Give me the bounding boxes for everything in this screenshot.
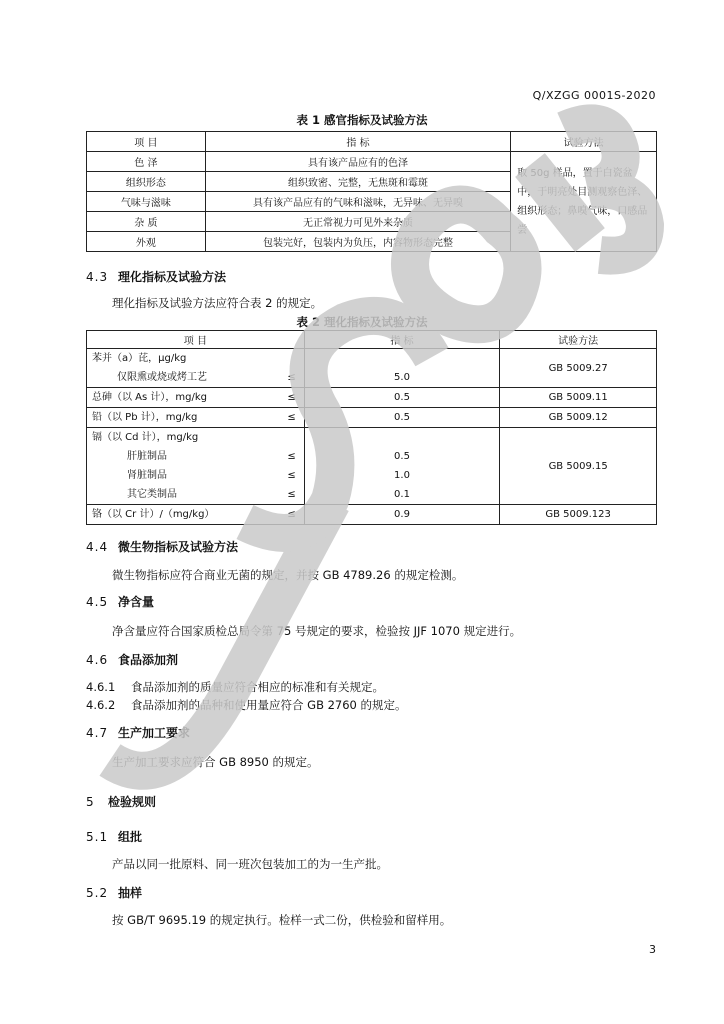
page-number: 3 [649,943,656,956]
section-title: 检验规则 [108,795,157,809]
header-item: 项 目 [87,331,305,349]
row-item: 杂 质 [87,212,206,232]
item-sublabel: 肾脏制品 [127,470,167,481]
less-equal-sign: ≤ [287,470,296,481]
clause-text: 食品添加剂的质量应符合相应的标准和有关规定。 [131,680,384,694]
section-5-2-heading [86,884,142,901]
row-method: GB 5009.15 [500,428,657,505]
header-index: 指 标 [304,331,500,349]
less-equal-sign: ≤ [287,372,296,383]
section-number: 5 [86,795,95,809]
section-title: 净含量 [118,595,155,609]
row-item [87,428,305,505]
section-title: 组批 [118,830,143,844]
row-value: 0.5 [304,408,500,428]
section-number: 4.4 [86,540,109,554]
item-label: 铬（以 Cr 计）/（mg/kg） [92,509,215,520]
section-number: 4.3 [86,270,109,284]
row-item: 组织形态 [87,172,206,192]
section-title: 微生物指标及试验方法 [118,540,239,554]
section-number: 5.2 [86,886,109,900]
less-equal-sign: ≤ [287,451,296,462]
row-item: 外观 [87,232,206,252]
section-title: 理化指标及试验方法 [118,270,227,284]
section-number: 4.6 [86,653,109,667]
value: 0.5 [394,451,410,462]
section-4-4-heading [86,538,238,555]
header-method: 试验方法 [511,132,657,152]
section-4-4-text: 微生物指标应符合商业无菌的规定，并按 GB 4789.26 的规定检测。 [112,568,464,582]
physicochemical-table [86,330,657,525]
less-equal-sign: ≤ [287,392,296,403]
less-equal-sign: ≤ [287,412,296,423]
row-method: GB 5009.27 [500,349,657,388]
table-row [87,388,657,408]
row-item: 气味与滋味 [87,192,206,212]
item-sublabel: 其它类制品 [127,489,177,500]
clause-4-6-2 [86,697,407,713]
row-value [304,349,500,388]
clause-number: 4.6.2 [86,698,116,712]
section-number: 5.1 [86,830,109,844]
row-method: GB 5009.12 [500,408,657,428]
item-label: 总砷（以 As 计），mg/kg [92,392,208,403]
standard-number: Q/XZGG 0001S-2020 [532,89,656,102]
row-value [304,428,500,505]
section-title: 抽样 [118,886,143,900]
test-method-cell: 取 50g 样品，置于白瓷盆中，于明亮处目测观察色泽、组织形态；鼻嗅气味，口感品尝 [511,152,657,252]
value: 1.0 [394,470,410,481]
section-4-5-text: 净含量应符合国家质检总局令第 75 号规定的要求，检验按 JJF 1070 规定进行。 [112,624,522,638]
row-index: 具有该产品应有的色泽 [205,152,510,172]
row-item [87,505,305,525]
row-index: 无正常视力可见外来杂质 [205,212,510,232]
section-4-7-text: 生产加工要求应符合 GB 8950 的规定。 [112,755,319,769]
section-title: 食品添加剂 [118,653,179,667]
row-method: GB 5009.11 [500,388,657,408]
row-item [87,388,305,408]
row-method: GB 5009.123 [500,505,657,525]
row-item [87,349,305,388]
section-5-1-heading [86,828,142,845]
section-4-3-heading [86,268,226,285]
item-label: 镉（以 Cd 计），mg/kg [92,432,199,443]
table-row [87,505,657,525]
header-index: 指 标 [205,132,510,152]
table-row [87,349,657,388]
table-row [87,428,657,505]
row-value: 0.5 [304,388,500,408]
row-item [87,408,305,428]
table1-caption: 表 1 感官指标及试验方法 [296,113,428,127]
section-number: 4.7 [86,726,109,740]
row-value: 0.9 [304,505,500,525]
item-label: 苯并（a）芘，μg/kg [92,353,187,364]
row-index: 包装完好，包装内为负压，内容物形态完整 [205,232,510,252]
clause-4-6-1 [86,679,384,695]
section-title: 生产加工要求 [118,726,191,740]
table-header-row [87,331,657,349]
table2-caption: 表 2 理化指标及试验方法 [296,315,428,329]
less-equal-sign: ≤ [287,489,296,500]
section-5-2-text: 按 GB/T 9695.19 的规定执行。检样一式二份，供检验和留样用。 [112,913,452,927]
value: 0.1 [394,489,410,500]
section-4-3-text: 理化指标及试验方法应符合表 2 的规定。 [112,296,323,310]
item-label: 铅（以 Pb 计），mg/kg [92,412,198,423]
row-index: 具有该产品应有的气味和滋味，无异味、无异嗅 [205,192,510,212]
section-4-6-heading [86,651,178,668]
value: 5.0 [394,372,410,383]
item-sublabel: 仅限熏或烧或烤工艺 ≤ [87,368,304,387]
row-item: 色 泽 [87,152,206,172]
table-row [87,408,657,428]
section-4-7-heading [86,724,190,741]
item-sublabel: 肝脏制品 [127,451,167,462]
table-header-row [87,132,657,152]
section-number: 4.5 [86,595,109,609]
header-method: 试验方法 [500,331,657,349]
header-item: 项 目 [87,132,206,152]
sensory-table [86,131,657,252]
clause-number: 4.6.1 [86,680,116,694]
table-row [87,152,657,172]
row-index: 组织致密、完整，无焦斑和霉斑 [205,172,510,192]
section-4-5-heading [86,593,154,610]
less-equal-sign: ≤ [287,509,296,520]
section-5-1-text: 产品以同一批原料、同一班次包装加工的为一生产批。 [112,857,388,871]
clause-text: 食品添加剂的品种和使用量应符合 GB 2760 的规定。 [131,698,407,712]
section-5-heading [86,793,156,810]
